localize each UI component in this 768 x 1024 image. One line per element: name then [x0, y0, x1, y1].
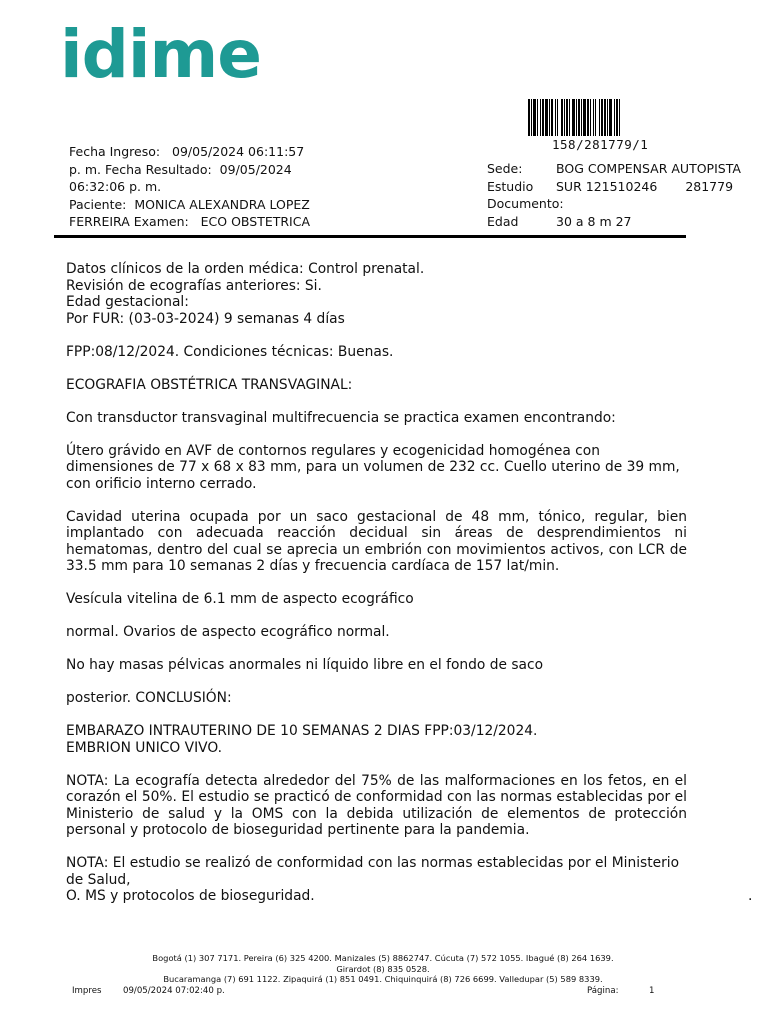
edad-row: [487, 213, 747, 231]
footer-contacts-line-3: Bucaramanga (7) 691 1122. Zipaquirá (1) 851 0491. Chiquinquirá (8) 726 6699. Valledupar (5) 589 8339.: [163, 974, 603, 984]
conclusion-paragraph: [66, 723, 687, 756]
fecha-ingreso-row: [69, 143, 329, 161]
clinical-data: [66, 261, 687, 327]
hora-resultado: 06:32:06 p. m.: [69, 179, 162, 195]
pelvic-paragraph: No hay masas pélvicas anormales ni líquido libre en el fondo de saco: [66, 657, 544, 673]
estudio-row: [487, 178, 747, 196]
documento-label: Documento:: [487, 196, 564, 212]
header-divider: [54, 235, 686, 238]
note-2-line-2: O. MS y protocolos de bioseguridad.: [66, 888, 315, 904]
clinical-data-line: Datos clínicos de la orden médica: Control prenatal.: [66, 261, 425, 277]
fecha-resultado-value: 09/05/2024: [219, 161, 292, 177]
fpp-paragraph: FPP:08/12/2024. Condiciones técnicas: Buenas.: [66, 343, 394, 360]
footer-contacts: [130, 953, 636, 985]
estudio-label: Estudio: [487, 178, 534, 194]
footer-print-info: [72, 986, 632, 996]
previous-ultrasound-line: Revisión de ecografías anteriores: Si.: [66, 277, 322, 294]
paciente-label: Paciente:: [69, 196, 127, 212]
sede-label: Sede:: [487, 161, 523, 176]
paciente-row: [69, 196, 329, 214]
sede-value: BOG COMPENSAR AUTOPISTA: [556, 161, 741, 176]
fecha-ingreso-value: 09/05/2024 06:11:57: [172, 144, 305, 159]
report-body: [66, 261, 687, 905]
patient-info-left: [69, 143, 329, 231]
print-date: 09/05/2024 07:02:40 p.: [123, 986, 225, 996]
note-2-line-1: NOTA: El estudio se realizó de conformidad con las normas establecidas por el Ministerio de Salud,: [66, 855, 680, 888]
note-paragraph-2: [66, 855, 687, 905]
fecha-ingreso-label: Fecha Ingreso:: [69, 144, 161, 159]
paciente-value: MONICA ALEXANDRA LOPEZ: [134, 196, 310, 212]
uterus-paragraph: Útero grávido en AVF de contornos regulares y ecogenicidad homogénea con dimensiones de 77 x 68 x 83 mm, para un volumen de 232 cc. Cuello uterino de 39 mm, con orificio interno cerrado.: [66, 442, 680, 492]
print-label: Impres: [72, 986, 102, 996]
patient-info-right: [487, 160, 747, 230]
barcode-number: 158/281779/1: [552, 137, 649, 152]
yolk-sac-paragraph: Vesícula vitelina de 6.1 mm de aspecto ecográfico: [66, 591, 414, 607]
page-label: Página:: [587, 986, 619, 996]
sede-row: [487, 160, 747, 178]
fur-line: Por FUR: (03-03-2024) 9 semanas 4 días: [66, 310, 345, 327]
conclusion-heading: posterior. CONCLUSIÓN:: [66, 690, 232, 706]
cavity-paragraph: Cavidad uterina ocupada por un saco gestacional de 48 mm, tónico, regular, bien implantado con adecuada reacción decidual sin áreas de desprendimientos ni hematomas, dentro del cual se aprecia un embrión con movimientos activos, con LCR de 33.5 mm para 10 semanas 2 días y frecuencia cardíaca de 157 lat/min.: [66, 508, 687, 574]
note-paragraph-1: NOTA: La ecografía detecta alrededor del 75% de las malformaciones en los fetos, en el corazón el 50%. El estudio se practicó de conformidad con las normas establecidas por el Ministerio de salud y la OMS con la debida utilización de elementos de protección personal y protocolo de bioseguridad pertinente para la pandemia.: [66, 772, 687, 838]
examen-value: ECO OBSTETRICA: [200, 214, 311, 230]
edad-value: 30 a 8 m 27: [556, 213, 632, 229]
gestational-age-label: Edad gestacional:: [66, 294, 189, 310]
barcode: [528, 99, 684, 136]
examen-label: FERREIRA Examen:: [69, 214, 189, 230]
fecha-resultado-label: p. m. Fecha Resultado:: [69, 161, 212, 177]
ovaries-paragraph: normal. Ovarios de aspecto ecográfico normal.: [66, 624, 390, 640]
conclusion-line-2: EMBRION UNICO VIVO.: [66, 739, 223, 756]
transducer-paragraph: Con transductor transvaginal multifrecuencia se practica examen encontrando:: [66, 409, 616, 426]
examen-row: [69, 213, 329, 231]
footer-contacts-line-2: Girardot (8) 835 0528.: [336, 963, 430, 974]
documento-row: [487, 195, 747, 213]
page-number: 1: [649, 986, 655, 996]
footer-page-info: [587, 986, 654, 996]
stray-dot: .: [748, 888, 753, 904]
estudio-id: 281779: [685, 178, 734, 194]
edad-label: Edad: [487, 213, 519, 229]
footer-contacts-line-1: Bogotá (1) 307 7171. Pereira (6) 325 4200. Manizales (5) 8862747. Cúcuta (7) 572 1055. Ibagué (8) 264 1639.: [152, 953, 614, 963]
estudio-value: SUR 121510246: [556, 178, 658, 194]
fecha-resultado-row: [69, 161, 329, 179]
idime-logo: idime: [60, 16, 262, 93]
exam-title: ECOGRAFIA OBSTÉTRICA TRANSVAGINAL:: [66, 376, 353, 393]
conclusion-line-1: EMBARAZO INTRAUTERINO DE 10 SEMANAS 2 DIAS FPP:03/12/2024.: [66, 723, 538, 739]
